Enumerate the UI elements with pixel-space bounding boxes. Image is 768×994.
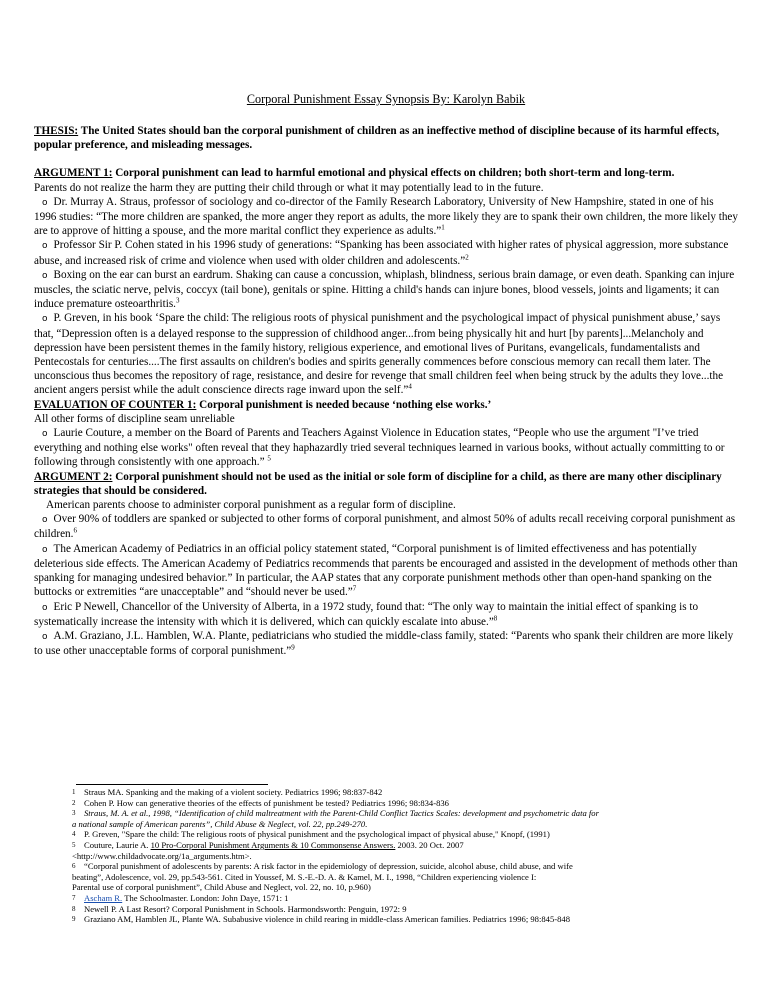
footnote-ref: 6 [73, 526, 77, 535]
argument-2-intro: American parents choose to administer corporal punishment as a regular form of discipline. [46, 499, 456, 512]
footnote-ref: 5 [267, 454, 271, 463]
footnote: 2 Cohen P. How can generative theories of the effects of punishment be tested? Pediatrics 1996; 98:834-836 [72, 797, 449, 808]
footnote: 5 Couture, Laurie A. 10 Pro-Corporal Punishment Arguments & 10 Commonsense Answers. 2003. 20 Oct. 2007 [72, 839, 464, 850]
argument-2-text: Corporal punishment should not be used as the initial or sole form of discipline for a child, as there are many other disciplinary strategies that should be considered. [34, 470, 722, 497]
counter-1-label: EVALUATION OF COUNTER 1: [34, 398, 197, 411]
bullet-marker: o [42, 241, 48, 252]
list-item: o Laurie Couture, a member on the Board of Parents and Teachers Against Violence in Education states, “People who use the argument "I’ve tried everything and nothing else works" often reveal that they haphazardly tried several techniques learned in various books, without actually committing to or following through consistently with one approach.” $^5$ [34, 427, 725, 469]
footnote-continuation: Parental use of corporal punishment”, Child Abuse and Neglect, vol. 22, no. 10, p.960) [72, 882, 371, 893]
argument-2-label: ARGUMENT 2: [34, 470, 113, 483]
footnote: 3 Straus, M. A. et al., 1998, “Identification of child maltreatment with the Parent-Child Conflict Tactics Scales: development and psychometric data for [72, 808, 599, 819]
footnote-ref: 2 [465, 252, 469, 261]
footnote-ref: 9 [291, 643, 295, 652]
footnote-continuation: <http://www.childadvocate.org/1a_arguments.htm>. [72, 850, 252, 861]
bullet-marker: o [42, 544, 48, 555]
bullet-marker: o [42, 429, 48, 440]
footnote: 6 “Corporal punishment of adolescents by parents: A risk factor in the epidemiology of depression, suicide, alcohol abuse, child abuse, and wife [72, 861, 573, 872]
footnote-link[interactable]: Ascham R. [84, 892, 123, 903]
footnote-ref: 3 [175, 296, 180, 305]
bullet-marker: o [42, 197, 48, 208]
footnote-ref: 7 [352, 584, 357, 593]
bullet-marker: o [42, 515, 48, 526]
thesis-paragraph [34, 124, 738, 152]
footnote: 9 Graziano AM, Hamblen JL, Plante WA. Subabusive violence in child rearing in middle-class American families. Pediatrics 1996; 98:845-848 [72, 914, 570, 925]
counter-1-heading [34, 398, 738, 412]
list-item: o Professor Sir P. Cohen stated in his 1996 study of generations: “Spanking has been associated with higher rates of physical aggression, more substance abuse, and increased risk of crime and violence when used with older children and adolescents.”$^2$ [34, 239, 729, 267]
footnote: 8 Newell P. A Last Resort? Corporal Punishment in Schools. Harmondsworth: Penguin, 1972: 9 [72, 903, 407, 914]
footnote-divider [76, 784, 268, 785]
argument-1-heading [34, 166, 738, 180]
argument-1-text: Corporal punishment can lead to harmful emotional and physical effects on children; both short-term and long-term. [112, 167, 675, 180]
list-item: o Boxing on the ear can burst an eardrum. Shaking can cause a concussion, whiplash, blindness, serious brain damage, or even death. Spanking can injure muscles, the sciatic nerve, pelvis, coccyx (tail bone), genitals or spine. Hitting a child's hands can injure bones, blood vessels, joints and ligaments; it can induce premature osteoarthritis.$^3$ [34, 268, 735, 311]
argument-1-label: ARGUMENT 1: [34, 167, 113, 180]
footnote-continuation: a national sample of American parents”, Child Abuse & Neglect, vol. 22, pp.249-270. [72, 818, 368, 829]
thesis-text: The United States should ban the corporal punishment of children as an ineffective method of discipline because of its harmful effects, popular preference, and misleading messages. [34, 125, 720, 152]
footnote: 4 P. Greven, "Spare the child: The religious roots of physical punishment and the psychological impact of physical abuse," Knopf, (1991) [72, 829, 550, 840]
footnote: 1 Straus MA. Spanking and the making of a violent society. Pediatrics 1996; 98:837-842 [72, 787, 383, 797]
bullet-marker: o [42, 270, 48, 281]
argument-1-intro: Parents do not realize the harm they are putting their child through or what it may potentially lead to in the future. [34, 181, 544, 194]
footnote: 7 Ascham R. The Schoolmaster. London: John Daye, 1571: 1 [72, 892, 289, 903]
footnote-ref: 8 [493, 613, 498, 622]
argument-2-heading [34, 470, 738, 498]
footnote-continuation: beating”, Adolescence, vol. 29, pp.543-561. Cited in Youssef, M. S.-E.-D. A. & Kamel, M. I., 1998, “Children experiencing violence I: [72, 871, 537, 882]
counter-1-text: Corporal punishment is needed because ‘nothing else works.’ [196, 398, 492, 411]
document-body [34, 92, 738, 658]
bullet-marker: o [42, 631, 48, 642]
bullet-marker: o [42, 602, 48, 613]
footnote-ref: 1 [441, 223, 445, 232]
list-item: o Dr. Murray A. Straus, professor of sociology and co-director of the Family Research Laboratory, University of New Hampshire, stated in one of his 1996 studies: “The more children are spanked, the more anger they report as adults, the more likely they are to spank their own children, the more likely they are to approve of hitting a spouse, and the more marital conflict they experience as adults.”$^1$ [34, 195, 738, 238]
page-title: Corporal Punishment Essay Synopsis By: Karolyn Babik [246, 92, 526, 106]
list-item: o The American Academy of Pediatrics in an official policy statement stated, “Corporal punishment is of limited effectiveness and has potentially deleterious side effects. The American Academy of Pediatrics recommends that parents be encouraged and assisted in the development of methods other than spanking for managing undesired behavior.” In particular, the AAP states that any corporate punishment methods other than open-hand spanking on the buttocks or extremities “are unacceptable” and “should never be used.”$^7$ [34, 542, 738, 599]
counter-1-intro: All other forms of discipline seam unreliable [34, 412, 235, 425]
list-item: o A.M. Graziano, J.L. Hamblen, W.A. Plante, pediatricians who studied the middle-class family, stated: “Parents who spank their children are more likely to use other unacceptable forms of corporal punishment.”$^9$ [34, 629, 734, 658]
footnote-ref: 4 [408, 382, 412, 391]
list-item: o Over 90% of toddlers are spanked or subjected to other forms of corporal punishment, and almost 50% of adults recall receiving corporal punishment as children.$^6$ [34, 513, 736, 541]
list-item: o Eric P Newell, Chancellor of the University of Alberta, in a 1972 study, found that: “The only way to maintain the initial effect of spanking is to systematically increase the intensity with which it is delivered, which can quickly escalate into abuse.”$^8$ [34, 600, 699, 628]
list-item: o P. Greven, in his book ‘Spare the child: The religious roots of physical punishment and the psychological impact of physical punishment abuse,’ says that, “Depression often is a delayed response to the suppression of childhood anger...from being physically hit and hurt [by parents]...Melancholy and depression have been persistent themes in the family history, religious experience, and emotional lives of Puritans, evangelicals, fundamentalists and Pentecostals for centuries....The first assaults on children's bodies and spirits generally commences before conscious memory can recall them later. The unconscious thus becomes the repository of rage, resistance, and desire for revenge that small children feel when being struck by the adults they love...the ancient angers persist while the adult conscience directs rage inward upon the self.”$^4$ [34, 312, 724, 397]
footnotes [72, 787, 744, 925]
bullet-marker: o [42, 314, 48, 325]
thesis-label: THESIS: [34, 125, 79, 137]
